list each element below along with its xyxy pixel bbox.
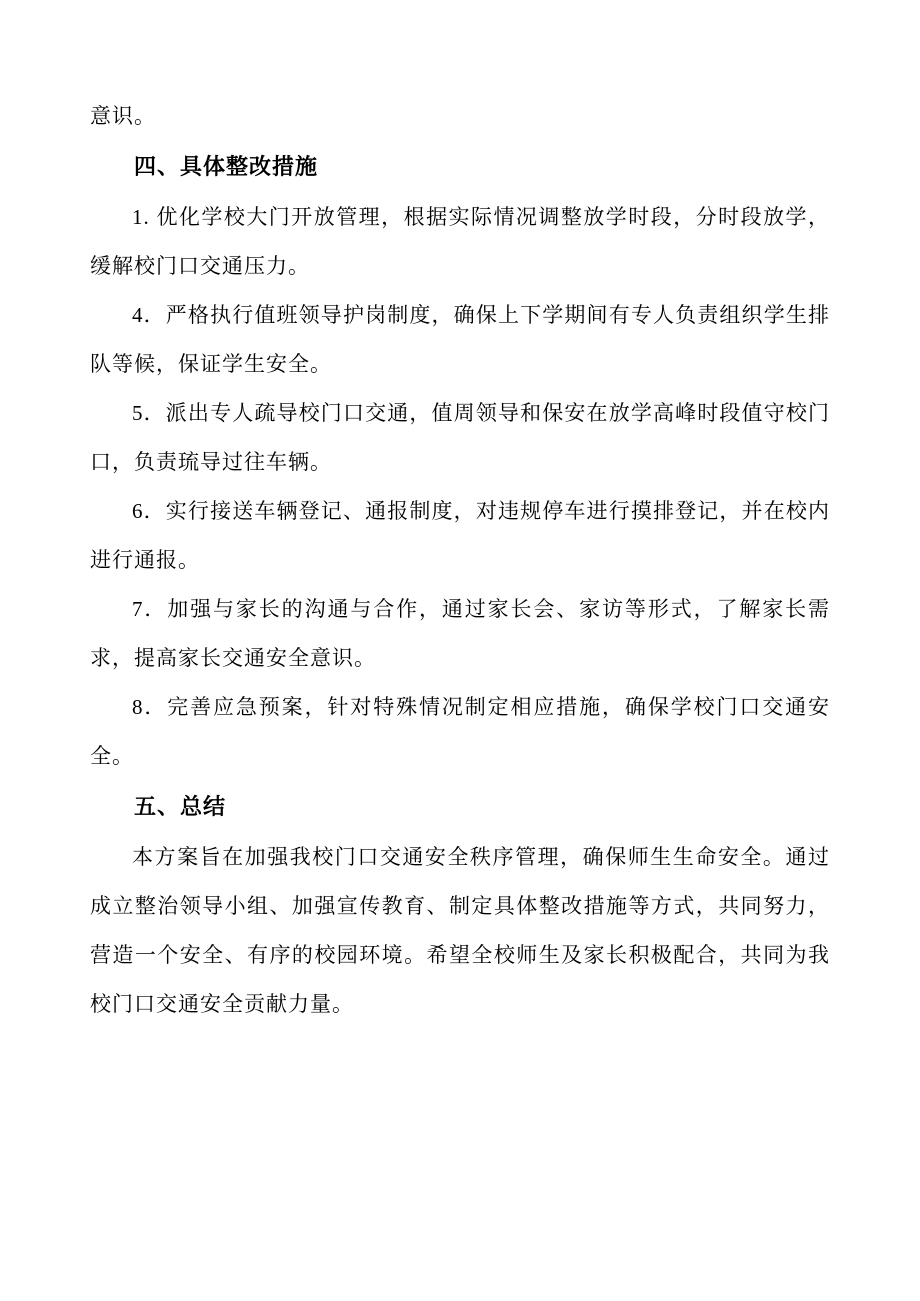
list-item-4: 4．严格执行值班领导护岗制度，确保上下学期间有专人负责组织学生排队等候，保证学生安全。 xyxy=(90,303,830,376)
section-heading-5: 五、总结 xyxy=(134,794,227,819)
list-item-8: 8．完善应急预案，针对特殊情况制定相应措施，确保学校门口交通安全。 xyxy=(90,695,830,768)
list-item-6: 6．实行接送车辆登记、通报制度，对违规停车进行摸排登记，并在校内进行通报。 xyxy=(90,499,830,572)
summary-paragraph: 本方案旨在加强我校门口交通安全秩序管理，确保师生生命安全。通过成立整治领导小组、加强宣传教育、制定具体整改措施等方式，共同努力，营造一个安全、有序的校园环境。希望全校师生及家长积极配合，共同为我校门口交通安全贡献力量。 xyxy=(90,845,830,1016)
list-item-7: 7．加强与家长的沟通与合作，通过家长会、家访等形式，了解家长需求，提高家长交通安全意识。 xyxy=(90,597,830,670)
section-heading-4: 四、具体整改措施 xyxy=(134,154,319,179)
list-item-1: 1. 优化学校大门开放管理，根据实际情况调整放学时段，分时段放学，缓解校门口交通压力。 xyxy=(90,205,830,278)
list-item-5: 5．派出专人疏导校门口交通，值周领导和保安在放学高峰时段值守校门口，负责琉导过往车辆。 xyxy=(90,401,830,474)
continuation-paragraph: 意识。 xyxy=(90,104,156,128)
